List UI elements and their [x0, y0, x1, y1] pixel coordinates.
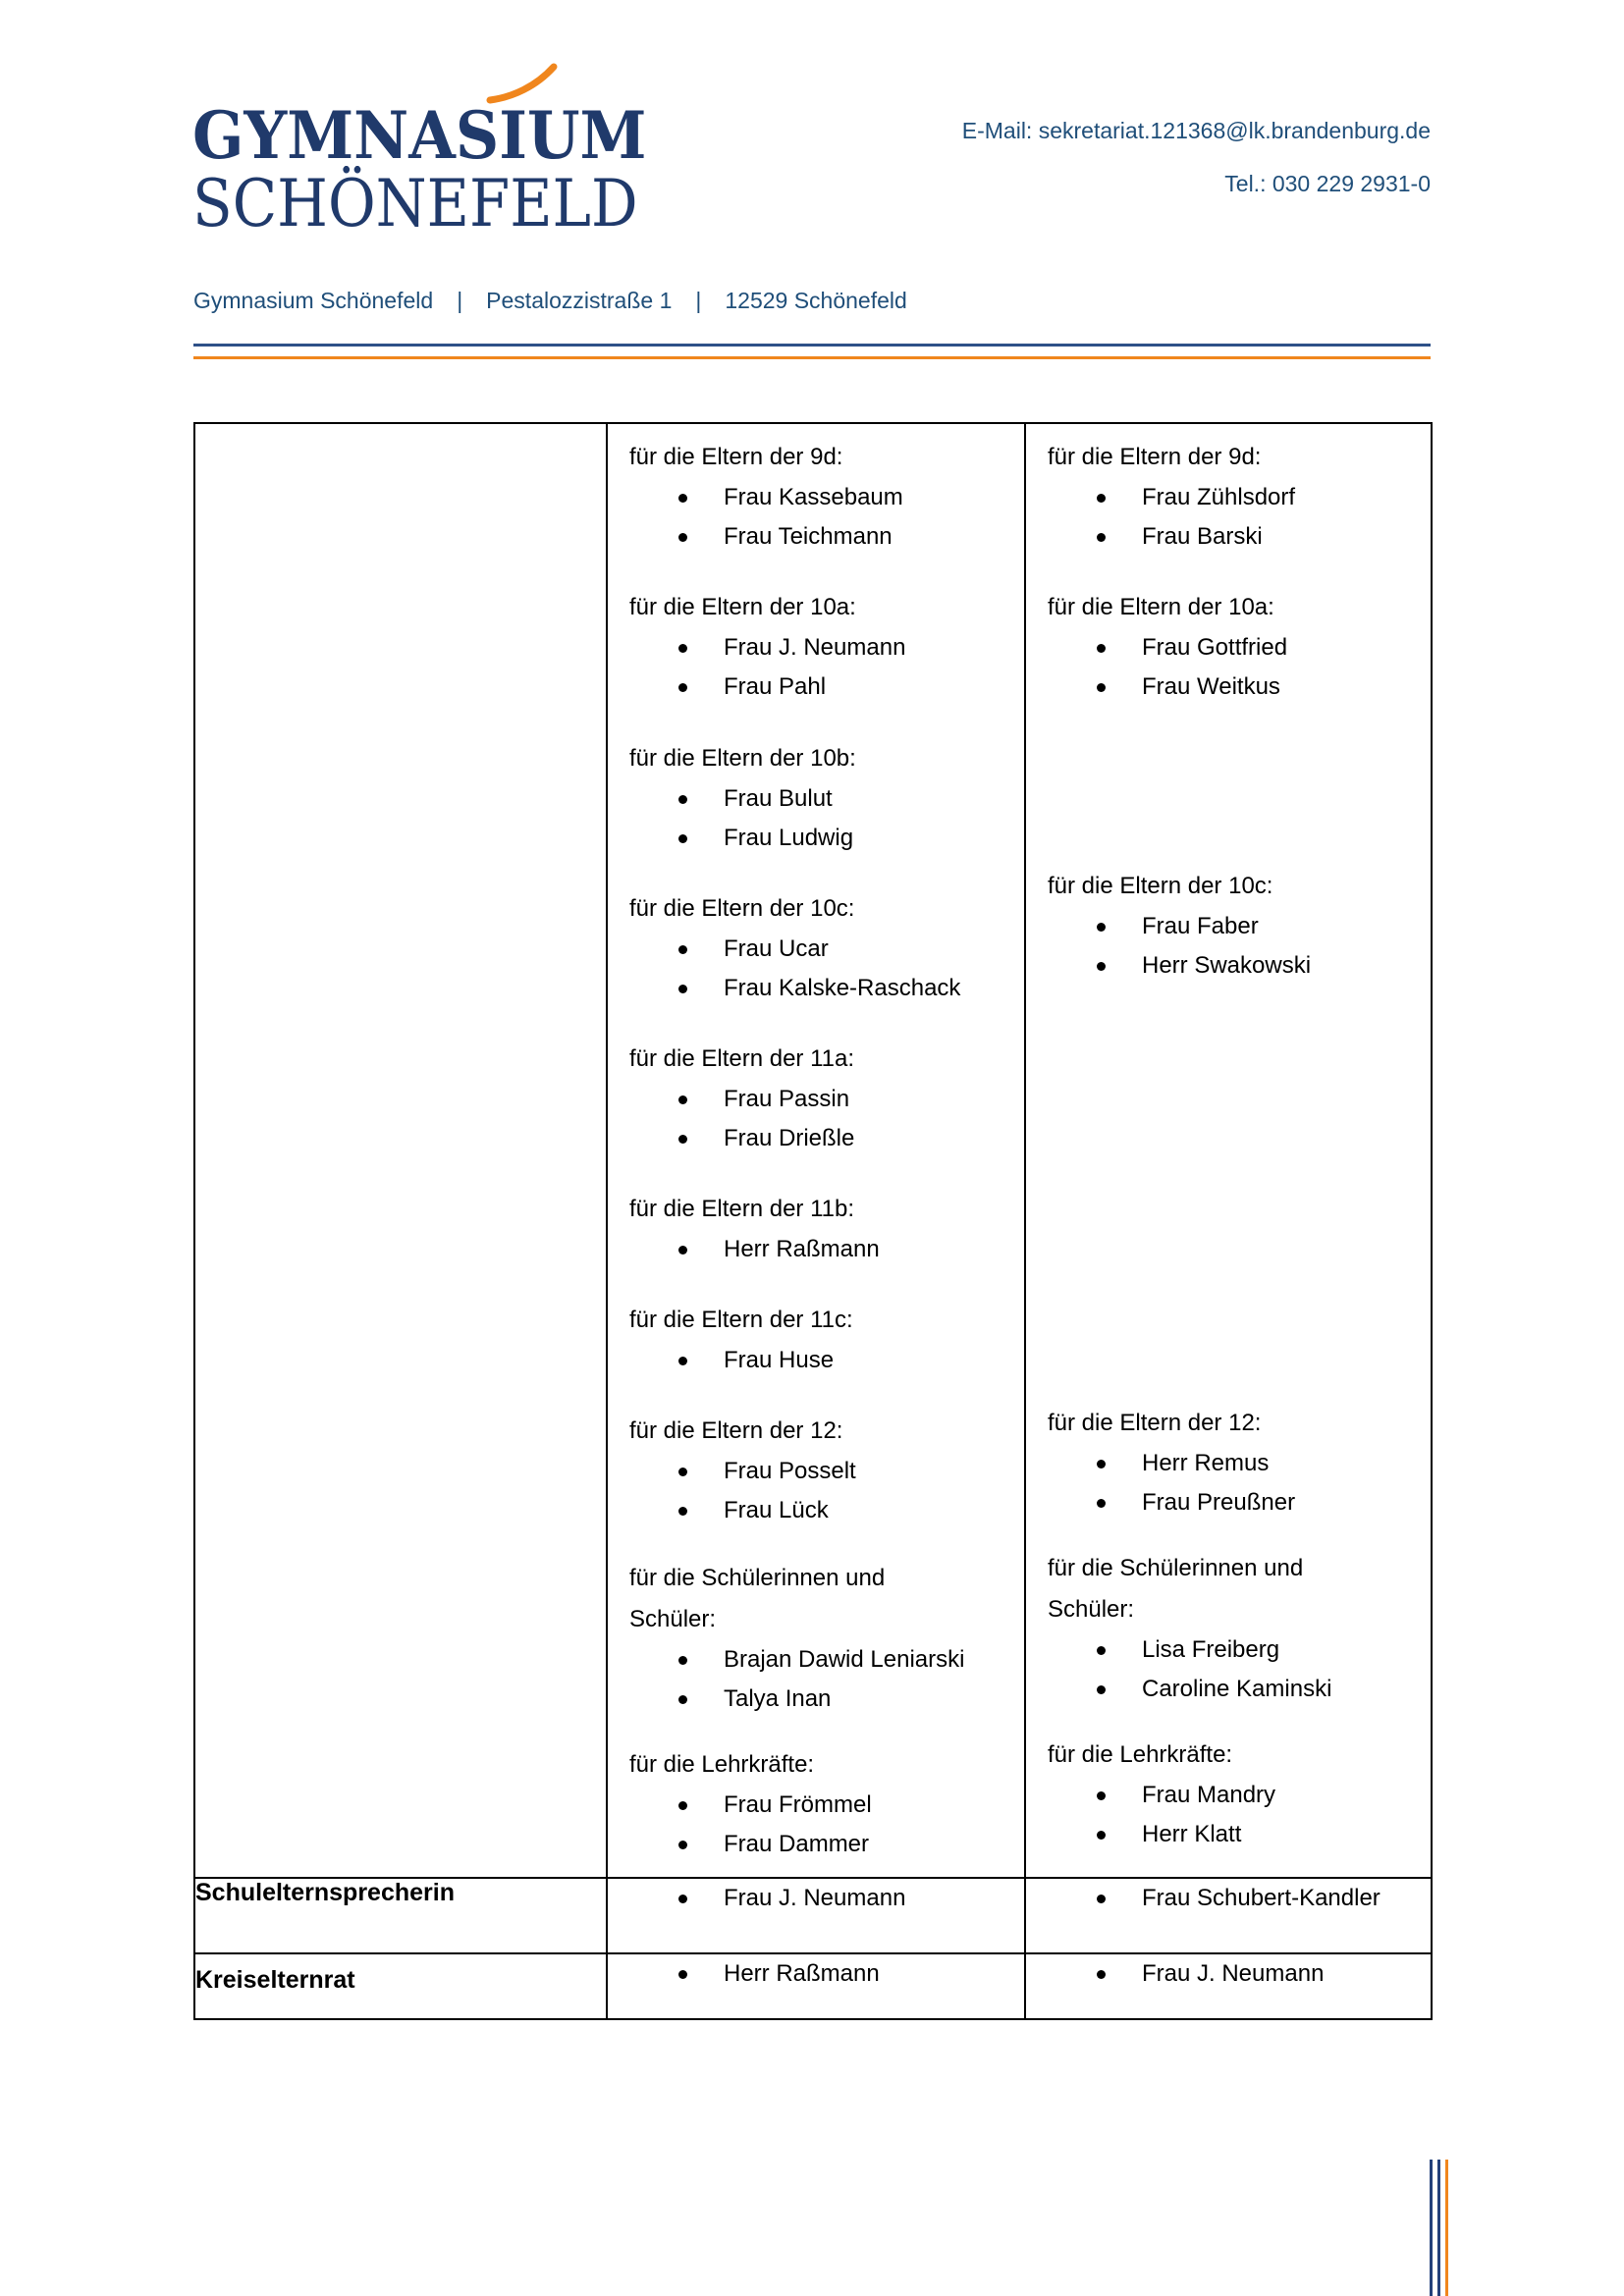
member-name: Frau Preußner [1142, 1489, 1296, 1516]
list-item [629, 478, 1016, 517]
bullet-icon [678, 1801, 687, 1810]
list-item [629, 628, 1016, 667]
class-group [629, 1300, 1016, 1380]
kreiselternrat-middle-cell [607, 1953, 1025, 2019]
bullet-icon [678, 644, 687, 653]
class-group [629, 587, 1016, 707]
member-name: Frau Dammer [724, 1831, 870, 1857]
bullet-icon [1097, 1831, 1106, 1840]
list-item [1048, 1815, 1423, 1854]
list-item [1048, 1954, 1431, 1994]
list-item [629, 1119, 1016, 1158]
member-name: Caroline Kaminski [1142, 1676, 1332, 1702]
member-name: Lisa Freiberg [1142, 1636, 1280, 1663]
member-name: Frau Teichmann [724, 523, 893, 550]
table-row [194, 1953, 1432, 2019]
bullet-icon [1097, 962, 1106, 971]
list-item [1048, 1444, 1423, 1483]
member-name: Frau Lück [724, 1497, 829, 1523]
table-row [194, 1878, 1432, 1953]
list-item [1048, 1483, 1423, 1522]
list-item [629, 1452, 1016, 1491]
member-name: Frau J. Neumann [724, 1885, 906, 1911]
group-heading: für die Eltern der 9d: [1048, 444, 1262, 470]
member-name: Herr Remus [1142, 1450, 1270, 1476]
member-name: Frau J. Neumann [1142, 1960, 1325, 1987]
bullet-icon [1097, 1895, 1106, 1903]
list-item [1048, 667, 1423, 707]
member-name: Frau Faber [1142, 913, 1259, 939]
logo-text-line1: GYMNASIUM [192, 97, 647, 174]
class-group [1048, 1548, 1423, 1709]
list-item [1048, 478, 1423, 517]
header-rule-blue [193, 344, 1431, 347]
member-name: Frau Pahl [724, 673, 827, 700]
group-heading: für die Eltern der 11a: [629, 1045, 855, 1072]
member-name: Herr Raßmann [724, 1236, 880, 1262]
list-item [1048, 1630, 1423, 1670]
member-name: Frau Kassebaum [724, 484, 903, 510]
right-cell [1025, 423, 1432, 1878]
group-heading: für die Schülerinnen und Schüler: [1048, 1555, 1304, 1623]
representatives-table [193, 422, 1433, 2020]
list-item [1048, 907, 1423, 946]
corner-bar-blue-1 [1430, 2160, 1433, 2296]
group-heading: für die Eltern der 10b: [629, 745, 856, 772]
group-heading: für die Lehrkräfte: [1048, 1741, 1233, 1768]
class-group [1048, 866, 1423, 986]
group-heading: für die Eltern der 10a: [629, 594, 856, 620]
list-item [629, 1080, 1016, 1119]
member-name: Frau J. Neumann [724, 634, 906, 661]
bullet-icon [678, 1507, 687, 1516]
address-line [193, 288, 907, 314]
member-name: Frau Passin [724, 1086, 850, 1112]
bullet-icon [678, 1656, 687, 1665]
member-name: Frau Barski [1142, 523, 1263, 550]
list-item [1048, 946, 1423, 986]
bullet-icon [1097, 683, 1106, 692]
corner-bar-blue-2 [1437, 2160, 1440, 2296]
class-group [629, 738, 1016, 858]
member-name: Frau Weitkus [1142, 673, 1280, 700]
list-item [629, 1825, 1016, 1864]
class-group [629, 888, 1016, 1008]
corner-bar-orange [1445, 2160, 1448, 2296]
list-item [629, 667, 1016, 707]
list-item [629, 779, 1016, 819]
group-heading: für die Eltern der 10c: [629, 895, 855, 922]
class-group [629, 1558, 1016, 1719]
group-heading: für die Eltern der 12: [1048, 1410, 1262, 1436]
bullet-icon [678, 533, 687, 542]
group-heading: für die Eltern der 11c: [629, 1307, 853, 1333]
list-item [629, 1786, 1016, 1825]
address-street: Pestalozzistraße 1 [486, 288, 673, 313]
bullet-icon [678, 795, 687, 804]
group-heading: für die Lehrkräfte: [629, 1751, 815, 1778]
address-separator: | [457, 288, 463, 313]
bullet-icon [1097, 923, 1106, 932]
list-item [629, 819, 1016, 858]
member-name: Brajan Dawid Leniarski [724, 1646, 965, 1673]
member-name: Herr Klatt [1142, 1821, 1242, 1847]
row-label-kreiselternrat: Kreiselternrat [194, 1953, 607, 2019]
class-group [629, 1744, 1016, 1864]
bullet-icon [678, 683, 687, 692]
member-name: Frau Zühlsdorf [1142, 484, 1296, 510]
list-item [1048, 628, 1423, 667]
class-group [1048, 587, 1423, 707]
class-group [1048, 437, 1423, 557]
member-name: Frau Ludwig [724, 825, 854, 851]
bullet-icon [678, 1095, 687, 1104]
bullet-icon [678, 1695, 687, 1704]
logo-text-line2: SCHÖNEFELD [192, 166, 638, 241]
table-row [194, 423, 1432, 1878]
list-item [629, 930, 1016, 969]
member-name: Frau Drießle [724, 1125, 855, 1151]
list-item [629, 517, 1016, 557]
class-group [629, 437, 1016, 557]
bullet-icon [1097, 644, 1106, 653]
bullet-icon [678, 1135, 687, 1144]
list-item [629, 1954, 1024, 1994]
bullet-icon [678, 1246, 687, 1255]
class-group [1048, 1735, 1423, 1854]
bullet-icon [1097, 1460, 1106, 1468]
member-name: Herr Raßmann [724, 1960, 880, 1987]
list-item [629, 1680, 1016, 1719]
address-school-name: Gymnasium Schönefeld [193, 288, 434, 313]
member-name: Frau Mandry [1142, 1782, 1276, 1808]
group-heading: für die Eltern der 10a: [1048, 594, 1274, 620]
list-item [1048, 1776, 1423, 1815]
list-item [629, 1879, 1024, 1918]
bullet-icon [678, 945, 687, 954]
bullet-icon [678, 1468, 687, 1476]
member-name: Talya Inan [724, 1685, 832, 1712]
member-name: Frau Schubert-Kandler [1142, 1885, 1380, 1911]
class-group [629, 1039, 1016, 1158]
group-heading: für die Eltern der 9d: [629, 444, 843, 470]
bullet-icon [1097, 1685, 1106, 1694]
member-name: Frau Gottfried [1142, 634, 1288, 661]
member-name: Frau Posselt [724, 1458, 856, 1484]
list-item [629, 969, 1016, 1008]
bullet-icon [678, 1895, 687, 1903]
bullet-icon [678, 834, 687, 843]
list-item [629, 1640, 1016, 1680]
list-item [1048, 517, 1423, 557]
member-name: Frau Bulut [724, 785, 833, 812]
kreiselternrat-right-cell [1025, 1953, 1432, 2019]
member-name: Frau Ucar [724, 935, 829, 962]
group-heading: für die Eltern der 11b: [629, 1196, 855, 1222]
member-name: Frau Huse [724, 1347, 835, 1373]
class-group [1048, 1403, 1423, 1522]
bullet-icon [1097, 1499, 1106, 1508]
contact-phone: Tel.: 030 229 2931-0 [1224, 171, 1431, 196]
bullet-icon [678, 1970, 687, 1979]
group-heading: für die Eltern der 10c: [1048, 873, 1273, 899]
bullet-icon [1097, 1791, 1106, 1800]
bullet-icon [678, 1841, 687, 1849]
schulelternsprecherin-right-cell [1025, 1878, 1432, 1953]
address-city: 12529 Schönefeld [725, 288, 907, 313]
member-name: Frau Frömmel [724, 1791, 872, 1818]
class-group [629, 1189, 1016, 1269]
bullet-icon [1097, 494, 1106, 503]
middle-cell [607, 423, 1025, 1878]
member-name: Herr Swakowski [1142, 952, 1312, 979]
row-label-schulelternsprecherin: Schulelternsprecherin [194, 1878, 607, 1953]
class-group [629, 1411, 1016, 1530]
bullet-icon [678, 1357, 687, 1365]
list-item [1048, 1879, 1431, 1918]
schulelternsprecherin-middle-cell [607, 1878, 1025, 1953]
bullet-icon [678, 985, 687, 993]
address-separator: | [695, 288, 702, 313]
empty-left-cell [194, 423, 607, 1878]
contact-email: E-Mail: sekretariat.121368@lk.brandenburg.de [961, 118, 1431, 143]
bullet-icon [678, 494, 687, 503]
list-item [1048, 1670, 1423, 1709]
member-name: Frau Kalske-Raschack [724, 975, 961, 1001]
header-rule-orange [193, 356, 1431, 359]
list-item [629, 1341, 1016, 1380]
bullet-icon [1097, 533, 1106, 542]
list-item [629, 1230, 1016, 1269]
group-heading: für die Eltern der 12: [629, 1417, 843, 1444]
group-heading: für die Schülerinnen und Schüler: [629, 1565, 886, 1632]
bullet-icon [1097, 1970, 1106, 1979]
bullet-icon [1097, 1646, 1106, 1655]
list-item [629, 1491, 1016, 1530]
